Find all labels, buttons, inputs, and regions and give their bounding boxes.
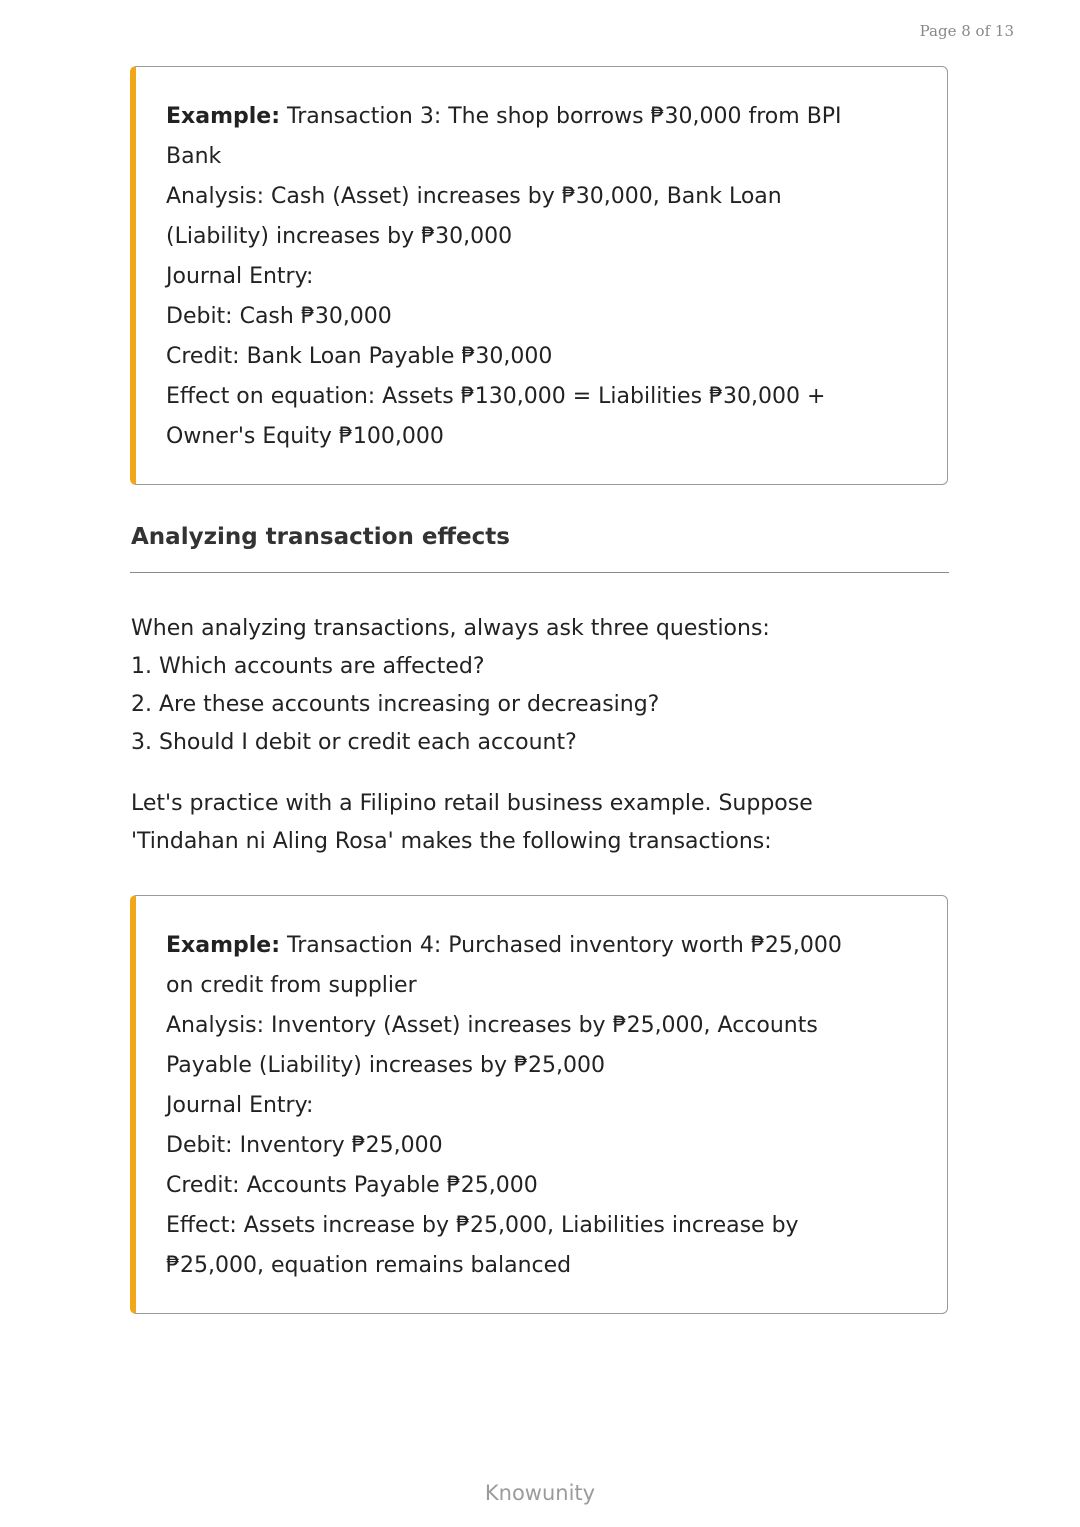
example-line: Bank [166,144,222,169]
example-first-line [166,97,917,137]
example-effect-line: ₱25,000, equation remains balanced [166,1253,572,1278]
example-label: Example: [166,933,280,958]
example-analysis-line: Analysis: Inventory (Asset) increases by ₱25,000, Accounts [166,1013,818,1038]
example-effect-line: Effect on equation: Assets ₱130,000 = Liabilities ₱30,000 + [166,384,826,409]
example-journal-entry-heading: Journal Entry: [166,264,314,289]
example-effect-line: Effect: Assets increase by ₱25,000, Liabilities increase by [166,1213,799,1238]
example-box-transaction-4 [130,895,948,1314]
example-analysis-line: Payable (Liability) increases by ₱25,000 [166,1053,605,1078]
example-journal-entry-heading: Journal Entry: [166,1093,314,1118]
page-number: Page 8 of 13 [919,22,1014,40]
footer-brand-logo: Knowunity [484,1481,596,1505]
example-label: Example: [166,104,280,129]
example-credit-line: Credit: Accounts Payable ₱25,000 [166,1173,538,1198]
question-item: 3. Should I debit or credit each account? [131,730,577,755]
questions-intro: When analyzing transactions, always ask three questions: [131,616,770,641]
example-debit-line: Debit: Cash ₱30,000 [166,304,392,329]
section-divider [130,572,949,573]
question-item: 2. Are these accounts increasing or decreasing? [131,692,660,717]
example-analysis-line: Analysis: Cash (Asset) increases by ₱30,000, Bank Loan [166,184,782,209]
example-first-line [166,926,917,966]
example-credit-line: Credit: Bank Loan Payable ₱30,000 [166,344,553,369]
example-effect-line: Owner's Equity ₱100,000 [166,424,444,449]
example-analysis-line: (Liability) increases by ₱30,000 [166,224,513,249]
example-line: on credit from supplier [166,973,417,998]
example-box-transaction-3 [130,66,948,485]
practice-line: 'Tindahan ni Aling Rosa' makes the following transactions: [131,829,772,854]
practice-paragraph [131,785,951,861]
questions-block [131,610,951,762]
example-text: Transaction 3: The shop borrows ₱30,000 from BPI [280,104,842,129]
example-text: Transaction 4: Purchased inventory worth ₱25,000 [280,933,842,958]
question-item: 1. Which accounts are affected? [131,654,485,679]
practice-line: Let's practice with a Filipino retail business example. Suppose [131,791,813,816]
example-debit-line: Debit: Inventory ₱25,000 [166,1133,443,1158]
section-heading: Analyzing transaction effects [131,524,510,550]
